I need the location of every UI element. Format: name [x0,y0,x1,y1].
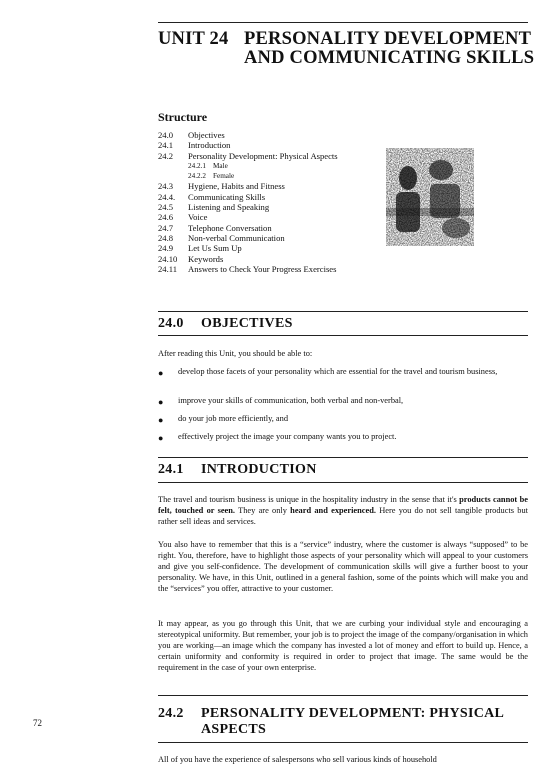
structure-item [158,233,338,243]
structure-item [158,223,338,233]
structure-item-number: 24.7 [158,222,174,233]
structure-item [158,212,338,222]
personality-title-line2: ASPECTS [201,722,267,737]
objectives-intro: After reading this Unit, you should be able to: [158,349,313,358]
structure-item-number: 24.0 [158,130,174,140]
structure-item-number: 24.9 [158,243,174,254]
structure-item-label: Personality Development: Physical Aspects [188,150,338,161]
structure-item-number: 24.4. [158,191,176,202]
structure-item-number: 24.2.1 [188,161,206,170]
structure-item [158,130,338,140]
structure-item-number: 24.11 [158,263,178,274]
structure-subitem [158,171,338,181]
personality-rule-bottom [158,742,528,743]
objective-text: effectively project the image your company wants you to project. [178,432,397,441]
objectives-rule-top [158,311,528,312]
structure-item-number: 24.2 [158,150,174,161]
introduction-rule-bottom [158,482,528,483]
structure-item-label: Listening and Speaking [188,202,270,213]
structure-item-label: Male [213,161,228,170]
structure-item [158,202,338,212]
indent-spacer [158,161,188,171]
introduction-paragraph-2: You also have to remember that this is a “service” industry, where the customer is always “supposed” to be right. You, therefore, have to highlight those aspects of your personality which will appeal to your customers and give you self-confidence. The development of communication skills will give a further boost to your personality. We have, in this Unit, outlined in a general fashion, some of the points which will make you and the “services” you offer, attractive to your customer. [158,540,528,593]
introduction-paragraph-1 [158,495,528,528]
intro-text: Here you do not sell tangible products but rather sell ideas and services. [158,505,528,526]
bullet-icon: ● [158,368,164,378]
objectives-title: OBJECTIVES [201,316,293,331]
personality-title-line1: PERSONALITY DEVELOPMENT: PHYSICAL [201,706,505,721]
personality-number: 24.2 [158,706,184,721]
intro-bold-text: heard and experienced. [290,505,376,515]
structure-item [158,181,338,191]
structure-item-number: 24.2.2 [188,172,206,181]
structure-item [158,192,338,202]
structure-subitem [158,161,338,171]
introduction-paragraph-3: It may appear, as you go through this Unit, that we are curbing your individual style and encouraging a stereotypical uniformity. But remember, your job is to project the image of the company/organisation in which you are working—an image which the company has invested a lot of money and effort to build up. Hence, a certain uniformity and conformity is required in order to project that image. The same would be the requirement in the case of your own enterprise. [158,619,528,672]
indent-spacer [158,171,188,181]
structure-item [158,151,338,161]
page-number: 72 [33,718,42,728]
objective-text: do your job more efficiently, and [178,414,289,423]
structure-item-label: Telephone Conversation [188,222,272,233]
objectives-rule-bottom [158,335,528,336]
structure-item-number: 24.1 [158,140,174,151]
structure-heading: Structure [158,110,208,124]
intro-text: They are only [235,505,291,515]
structure-item-label: Keywords [188,253,224,264]
structure-item-number: 24.6 [158,212,174,223]
objective-text: develop those facets of your personality which are essential for the travel and tourism business, [178,367,498,376]
bullet-icon: ● [158,433,164,443]
bullet-icon: ● [158,397,164,407]
intro-text: The travel and tourism business is unique in the hospitality industry in the sense that it's [158,495,460,504]
structure-item-label: Voice [188,212,208,223]
photo-image [386,148,474,246]
structure-item-number: 24.5 [158,202,174,213]
structure-item [158,254,338,264]
intro-bold-text: products cannot be felt, touched or seen. [158,495,528,515]
introduction-number: 24.1 [158,462,184,477]
structure-item [158,243,338,253]
objectives-number: 24.0 [158,316,184,331]
structure-item-number: 24.8 [158,232,174,243]
structure-item-label: Let Us Sum Up [188,243,242,254]
structure-item-label: Non-verbal Communication [188,232,285,243]
unit-title-text: PERSONALITY DEVELOPMENT AND COMMUNICATING SKILLS [244,29,535,68]
personality-rule-top [158,695,528,696]
structure-item-label: Objectives [188,130,225,140]
bullet-icon: ● [158,415,164,425]
structure-item-number: 24.10 [158,253,178,264]
structure-item-label: Introduction [188,140,231,151]
structure-item-label: Hygiene, Habits and Fitness [188,181,285,192]
unit-number: UNIT 24 [158,29,229,49]
structure-item [158,140,338,150]
structure-item-label: Answers to Check Your Progress Exercises [188,263,337,274]
top-rule [158,22,528,23]
structure-item-number: 24.3 [158,181,174,192]
structure-item-label: Communicating Skills [188,191,266,202]
introduction-rule-top [158,457,528,458]
structure-item-label: Female [213,172,235,181]
structure-item [158,264,338,274]
introduction-title: INTRODUCTION [201,462,317,477]
structure-list [158,130,338,274]
objective-text: improve your skills of communication, both verbal and non-verbal, [178,396,404,405]
personality-paragraph-1: All of you have the experience of salespersons who sell various kinds of household [158,755,437,764]
